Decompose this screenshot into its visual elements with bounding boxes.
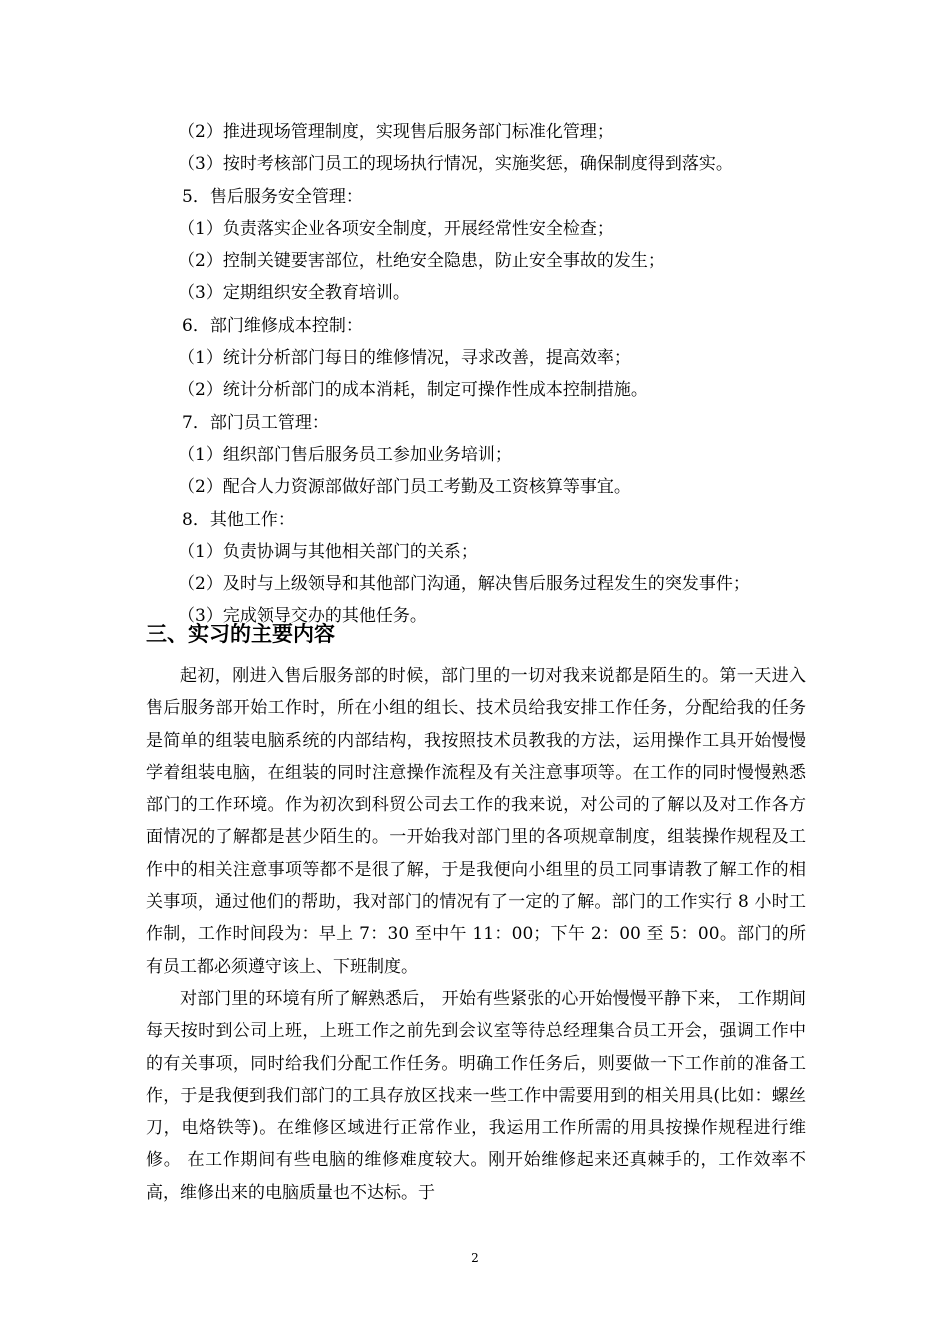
- list-item: （2）配合人力资源部做好部门员工考勤及工资核算等事宜。: [178, 477, 631, 498]
- list-item: （3）定期组织安全教育培训。: [178, 283, 410, 304]
- body-text: [146, 660, 806, 1209]
- page-number: 2: [471, 1251, 479, 1265]
- list-heading: 7．部门员工管理：: [182, 412, 329, 433]
- list-item: （2）控制关键要害部位，杜绝安全隐患，防止安全事故的发生；: [178, 251, 665, 272]
- paragraph: 对部门里的环境有所了解熟悉后， 开始有些紧张的心开始慢慢平静下来， 工作期间每天按时到公司上班，上班工作之前先到会议室等待总经理集合员工开会，强调工作中的有关事项，同时给我们分配工作任务。明确工作任务后，则要做一下工作前的准备工作，于是我便到我们部门的工具存放区找来一些工作中需要用到的相关用具(比如：螺丝刀，电烙铁等)。在维修区域进行正常作业，我运用工作所需的用具按操作规程进行维修。 在工作期间有些电脑的维修难度较大。刚开始维修起来还真棘手的，工作效率不高，维修出来的电脑质量也不达标。于: [146, 988, 806, 1203]
- list-item: （2）统计分析部门的成本消耗，制定可操作性成本控制措施。: [178, 380, 648, 401]
- list-item: （2）推进现场管理制度，实现售后服务部门标准化管理；: [178, 122, 614, 142]
- duty-list: [178, 116, 818, 633]
- paragraph: 起初，刚进入售后服务部的时候，部门里的一切对我来说都是陌生的。第一天进入售后服务部开始工作时，所在小组的组长、技术员给我安排工作任务，分配给我的任务是简单的组装电脑系统的内部结构，我按照技术员教我的方法，运用操作工具开始慢慢学着组装电脑，在组装的同时注意操作流程及有关注意事项等。在工作的同时慢慢熟悉部门的工作环境。作为初次到科贸公司去工作的我来说，对公司的了解以及对工作各方面情况的了解都是甚少陌生的。一开始我对部门里的各项规章制度，组装操作规程及工作中的相关注意事项等都不是很了解，于是我便向小组里的员工同事请教了解工作的相关事项，通过他们的帮助，我对部门的情况有了一定的了解。部门的工作实行 8 小时工作制，工作时间段为：早上 7：30 至中午 11：00；下午 2：00 至 5：00。部门的所有员工都必须遵守该上、下班制度。: [146, 666, 806, 977]
- list-heading: 6．部门维修成本控制：: [182, 315, 363, 336]
- list-item: （2）及时与上级领导和其他部门沟通，解决售后服务过程发生的突发事件；: [178, 574, 750, 595]
- section-title: 三、实习的主要内容: [146, 622, 335, 646]
- list-heading: 8．其他工作：: [182, 509, 295, 530]
- list-item: （3）按时考核部门员工的现场执行情况，实施奖惩，确保制度得到落实。: [178, 154, 733, 175]
- list-item: （1）组织部门售后服务员工参加业务培训；: [178, 444, 512, 465]
- list-item: （1）负责落实企业各项安全制度，开展经常性安全检查；: [178, 218, 614, 239]
- list-item: （3）完成领导交办的其他任务。: [178, 606, 427, 627]
- list-heading: 5．售后服务安全管理：: [182, 186, 363, 207]
- list-item: （1）负责协调与其他相关部门的关系；: [178, 541, 478, 562]
- list-item: （1）统计分析部门每日的维修情况，寻求改善，提高效率；: [178, 348, 631, 369]
